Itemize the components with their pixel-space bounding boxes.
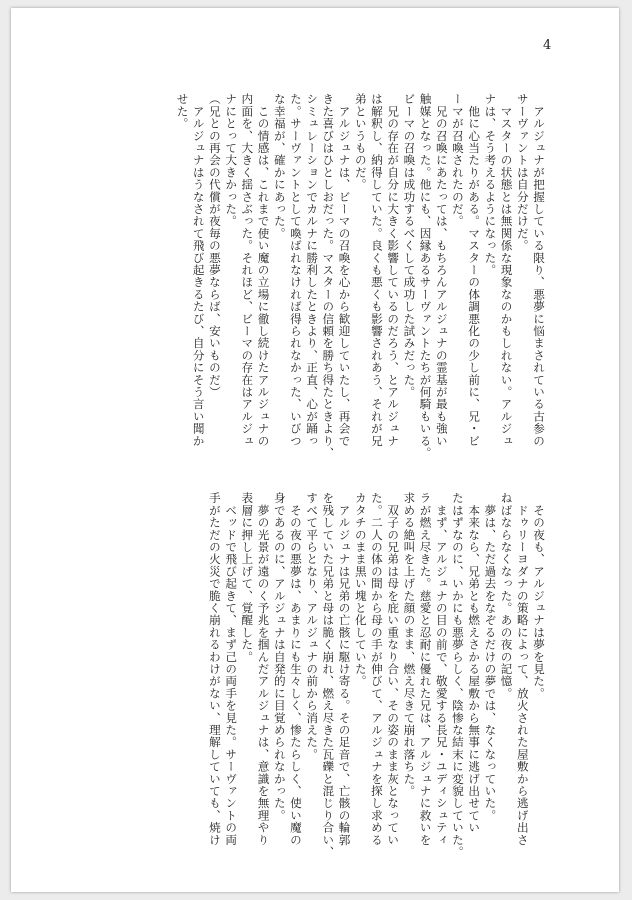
paragraph-line: まず、アルジュナの目の前で、敬愛する長兄・ユディシュティ (434, 492, 449, 846)
paragraph-line: ドゥリーヨダナの策略によって、放火された屋敷から逃げ出さ (515, 492, 530, 846)
paragraph-line: 双子の兄弟は母を庇い重なり合い、その姿のまま灰となってい (386, 492, 401, 846)
paragraph-line: 求める絶叫を上げた顔のまま、燃え尽きて崩れ落ちた。 (402, 492, 417, 797)
paragraph-line: た。二人の体の間から母の手が伸びて、アルジュナを探し求める (369, 492, 384, 846)
paragraph-line: アルジュナはうなされて飛び起きるたび、自分にそう言い聞か (191, 93, 206, 447)
paragraph-line: 兄の存在が自分に大きく影響しているのだろう、とアルジュナ (386, 93, 401, 447)
paragraph-line: 触媒となった。他にも、因縁あるサーヴァントたちが何騎もいる。 (418, 93, 433, 459)
paragraph-line: ナにとって大きかった。 (224, 93, 239, 228)
paragraph-line: その夜も、アルジュナは夢を見た。 (532, 492, 546, 700)
paragraph-line: 表層に押し上げて、覚醒した。 (240, 492, 255, 663)
paragraph-line: マスターの状態とは無関係な現象なのかもしれない。アルジュ (499, 93, 514, 447)
paragraph-line: すべて平らとなり、アルジュナの前から消えた。 (305, 492, 320, 761)
upper-text-block (97, 93, 547, 473)
paragraph-line: 夢は、ただ過去をなぞるだけの夢では、なくなっていた。 (483, 492, 498, 822)
paragraph-line: は解釈し、納得していた。良くも悪くも影響されあう、それが兄 (369, 93, 384, 447)
paragraph-line: この情感は、これまで使い魔の立場に徹し続けたアルジュナの (256, 93, 271, 447)
paragraph-line: カタチのまま黒い塊と化していた。 (353, 492, 368, 688)
paragraph-line: たはずなのに、いかにも悪夢らしく、陰惨な結末に変貌していた。 (450, 492, 465, 858)
paragraph-line: アルジュナが把握している限り、悪夢に悩まされている古参の (532, 93, 546, 447)
page-number: 4 (543, 38, 552, 53)
paragraph-line: アルジュナは、ビーマの召喚を心から歓迎していたし、再会で (337, 93, 352, 447)
paragraph-line: 夢の光景が遠のく予兆を掴んだアルジュナは、意識を無理やり (256, 492, 271, 846)
paragraph-line: ラが燃え尽きた。慈愛と忍耐に優れた兄は、アルジュナに救いを (418, 492, 433, 846)
paragraph-line: た。サーヴァントとして喚ばれなければ得られなかった、いびつ (288, 93, 303, 447)
paragraph-line: （兄との再会の代償が夜毎の悪夢ならば、安いものだ） (207, 93, 222, 398)
paragraph-line: きた喜びはひとしおだった。マスターの信頼を勝ち得たときより、 (321, 93, 336, 459)
document-page (11, 8, 619, 892)
paragraph-line: ベッドで飛び起きて、まず己の両手を見た。サーヴァントの両 (224, 492, 239, 846)
paragraph-line: せた。 (175, 93, 190, 130)
paragraph-line: ーマが召喚されたのだ。 (450, 93, 465, 228)
paragraph-line: その夜の悪夢は、あまりにも生々しく、惨たらしく、使い魔の (288, 492, 303, 846)
paragraph-line: ビーマの召喚は成功するべくして成功した試みだった。 (402, 93, 417, 398)
paragraph-line: 兄の召喚にあたっては、もちろんアルジュナの霊基が最も強い (434, 93, 449, 447)
paragraph-line: を残していた兄弟と母は脆く崩れ、燃え尽きた瓦礫と混じり合い、 (321, 492, 336, 858)
paragraph-line: ねばならなくなった。あの夜の記憶。 (499, 492, 514, 700)
paragraph-line: アルジュナは兄弟の亡骸に駆け寄る。その足音で、亡骸の輪郭 (337, 492, 352, 846)
paragraph-line: な幸福が、確かにあった。 (272, 93, 287, 240)
paragraph-line: 内面を、大きく揺さぶった。それほど、ビーマの存在はアルジュ (240, 93, 255, 447)
paragraph-line: シミュレーションでカルナに勝利したときより、正直、心が踊っ (305, 93, 320, 447)
paragraph-line: 身であるのに、アルジュナは自発的に目覚められなかった。 (272, 492, 287, 822)
paragraph-line: 本来なら、兄弟とも燃えさかる屋敷から無事に逃げ出せてい (467, 492, 482, 834)
paragraph-line: サーヴァントは自分だけだ。 (515, 93, 530, 252)
paragraph-line: ナは、そう考えるようになった。 (483, 93, 498, 276)
paragraph-line: 弟というものだ。 (353, 93, 368, 191)
paragraph-line: 手がただの火災で脆く崩れるわけがない、理解していても、焼け (207, 492, 222, 846)
paragraph-line: 他に心当たりがある。マスターの体調悪化の少し前に、兄・ビ (467, 93, 482, 447)
lower-text-block (97, 492, 547, 866)
